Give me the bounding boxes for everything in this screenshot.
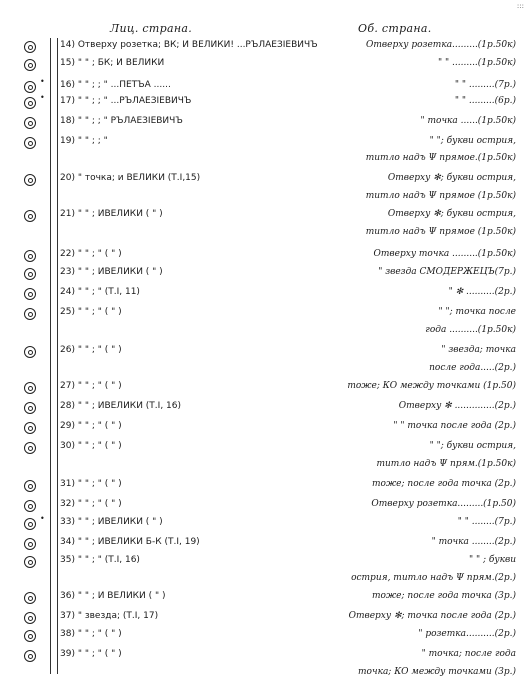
circle-mark-icon	[24, 308, 36, 320]
catalog-row	[0, 536, 530, 554]
reverse-description: " "; точка после	[438, 307, 516, 317]
reverse-description: титло надъ Ψ прямое (1р.50к)	[365, 191, 516, 201]
reverse-description: " звезда; точка	[441, 345, 516, 355]
obverse-description: 22) " " ; " ( " )	[60, 249, 122, 259]
catalog-row	[0, 208, 530, 226]
obverse-description: 29) " " ; " ( " )	[60, 421, 122, 431]
catalog-row	[0, 190, 530, 208]
catalog-row	[0, 135, 530, 153]
reverse-description: Отверху ✻; букви острия,	[387, 209, 516, 219]
circle-mark-icon	[24, 500, 36, 512]
obverse-description: 16) " " ; ; " ...ПЕТЪА ......	[60, 80, 171, 90]
obverse-description: 24) " " ; " (Т.I, 11)	[60, 287, 140, 297]
obverse-description: 34) " " ; ИВЕЛИКИ Б-К (Т.I, 19)	[60, 537, 200, 547]
circle-mark-icon	[24, 538, 36, 550]
obverse-description: 28) " " ; ИВЕЛИКИ (Т.I, 16)	[60, 401, 182, 411]
catalog-row	[0, 516, 530, 534]
circle-mark-icon	[24, 288, 36, 300]
catalog-row	[0, 306, 530, 324]
catalog-row	[0, 344, 530, 362]
reverse-description: " точка; после года	[421, 649, 516, 659]
catalog-row	[0, 590, 530, 608]
reverse-description: тоже; после года точка (3р.)	[372, 591, 516, 601]
obverse-description: 19) " " ; ; "	[60, 136, 108, 146]
circle-mark-icon	[24, 382, 36, 394]
corner-mark: :::	[516, 2, 524, 10]
obverse-description: 37) " звезда; (Т.I, 17)	[60, 611, 159, 621]
catalog-row	[0, 380, 530, 398]
catalog-row	[0, 286, 530, 304]
obverse-description: 35) " " ; " (Т.I, 16)	[60, 555, 140, 565]
obverse-description: 30) " " ; " ( " )	[60, 441, 122, 451]
catalog-row	[0, 440, 530, 458]
circle-mark-icon	[24, 268, 36, 280]
circle-mark-icon	[24, 402, 36, 414]
reverse-description: Отверху точка .........(1р.50к)	[373, 249, 516, 259]
circle-mark-icon	[24, 442, 36, 454]
obverse-description: 21) " " ; ИВЕЛИКИ ( " )	[60, 209, 163, 219]
catalog-row	[0, 324, 530, 342]
catalog-row	[0, 478, 530, 496]
obverse-description: 33) " " ; ИВЕЛИКИ ( " )	[60, 517, 163, 527]
catalog-row	[0, 226, 530, 244]
obverse-description: 23) " " ; ИВЕЛИКИ ( " )	[60, 267, 163, 277]
circle-mark-icon	[24, 137, 36, 149]
reverse-description: после года.....(2р.)	[429, 363, 516, 373]
obverse-description: 18) " " ; ; " РЪЛАЕЗIЕВИЧЪ	[60, 116, 183, 126]
obverse-description: 20) " точка; и ВЕЛИКИ (Т.I,15)	[60, 173, 201, 183]
circle-mark-icon	[24, 612, 36, 624]
obverse-description: 25) " " ; " ( " )	[60, 307, 122, 317]
asterisk-icon: •	[40, 514, 45, 523]
circle-mark-icon	[24, 592, 36, 604]
reverse-description: " звезда СМОДЕРЖЕЦЪ(7р.)	[378, 267, 516, 277]
reverse-description: острия, титло надъ Ψ прям.(2р.)	[351, 573, 516, 583]
circle-mark-icon	[24, 41, 36, 53]
catalog-row	[0, 458, 530, 476]
reverse-description: Отверху ✻; точка после года (2р.)	[348, 611, 516, 621]
catalog-row	[0, 666, 530, 684]
reverse-description: Отверху ✻; букви острия,	[387, 173, 516, 183]
reverse-description: тоже; после года точка (2р.)	[372, 479, 516, 489]
reverse-description: года ..........(1р.50к)	[425, 325, 516, 335]
catalog-row	[0, 498, 530, 516]
obverse-description: 32) " " ; " ( " )	[60, 499, 122, 509]
obverse-header: Лиц. страна.	[110, 22, 193, 35]
catalog-row	[0, 610, 530, 628]
circle-mark-icon	[24, 650, 36, 662]
catalog-row	[0, 420, 530, 438]
circle-mark-icon	[24, 480, 36, 492]
reverse-description: титло надъ Ψ прям.(1р.50к)	[376, 459, 516, 469]
circle-mark-icon	[24, 422, 36, 434]
circle-mark-icon	[24, 556, 36, 568]
catalog-row	[0, 362, 530, 380]
obverse-description: 36) " " ; И ВЕЛИКИ ( " )	[60, 591, 166, 601]
catalog-row	[0, 628, 530, 646]
catalog-row	[0, 152, 530, 170]
reverse-description: " " точка после года (2р.)	[393, 421, 516, 431]
obverse-description: 31) " " ; " ( " )	[60, 479, 122, 489]
obverse-description: 15) " " ; БК; И ВЕЛИКИ	[60, 58, 165, 68]
catalog-row	[0, 172, 530, 190]
reverse-description: тоже; КО между точками (1р.50)	[347, 381, 516, 391]
asterisk-icon: •	[40, 93, 45, 102]
reverse-description: " " .........(6р.)	[454, 96, 516, 106]
reverse-description: " " ........(7р.)	[457, 517, 516, 527]
obverse-description: 38) " " ; " ( " )	[60, 629, 122, 639]
reverse-description: " точка ........(2р.)	[431, 537, 516, 547]
reverse-description: " розетка..........(2р.)	[418, 629, 516, 639]
circle-mark-icon	[24, 346, 36, 358]
circle-mark-icon	[24, 81, 36, 93]
reverse-description: " "; букви острия,	[429, 441, 516, 451]
circle-mark-icon	[24, 210, 36, 222]
reverse-description: Отверху розетка.........(1р.50)	[371, 499, 516, 509]
circle-mark-icon	[24, 59, 36, 71]
obverse-description: 26) " " ; " ( " )	[60, 345, 122, 355]
obverse-description: 17) " " ; ; " ...РЪЛАЕЗIЕВИЧЪ	[60, 96, 192, 106]
reverse-description: " ✻ ..........(2р.)	[448, 287, 516, 297]
reverse-description: Отверху ✻ ..............(2р.)	[398, 401, 516, 411]
obverse-description: 27) " " ; " ( " )	[60, 381, 122, 391]
circle-mark-icon	[24, 117, 36, 129]
reverse-description: " " ; букви	[468, 555, 516, 565]
catalog-row	[0, 572, 530, 590]
catalog-row	[0, 400, 530, 418]
catalog-row	[0, 95, 530, 113]
reverse-description: " " .........(7р.)	[454, 80, 516, 90]
reverse-description: " точка ......(1р.50к)	[420, 116, 516, 126]
circle-mark-icon	[24, 97, 36, 109]
circle-mark-icon	[24, 518, 36, 530]
catalog-row	[0, 266, 530, 284]
catalog-row	[0, 248, 530, 266]
catalog-row	[0, 57, 530, 75]
reverse-description: Отверху розетка.........(1р.50к)	[365, 40, 516, 50]
circle-mark-icon	[24, 250, 36, 262]
reverse-description: титло надъ Ψ прямое.(1р.50к)	[365, 153, 516, 163]
catalog-row	[0, 39, 530, 57]
reverse-header: Об. страна.	[358, 22, 432, 35]
circle-mark-icon	[24, 174, 36, 186]
reverse-description: титло надъ Ψ прямое (1р.50к)	[365, 227, 516, 237]
reverse-description: точка; КО между точками (3р.)	[358, 667, 516, 677]
asterisk-icon: •	[40, 77, 45, 86]
catalog-row	[0, 115, 530, 133]
obverse-description: 39) " " ; " ( " )	[60, 649, 122, 659]
catalog-row	[0, 648, 530, 666]
catalog-row	[0, 554, 530, 572]
obverse-description: 14) Отверху розетка; ВК; И ВЕЛИКИ! ...РЪЛАЕЗIЕВИЧЪ	[60, 40, 318, 50]
reverse-description: " " .........(1р.50к)	[438, 58, 516, 68]
circle-mark-icon	[24, 630, 36, 642]
reverse-description: " "; букви острия,	[429, 136, 516, 146]
